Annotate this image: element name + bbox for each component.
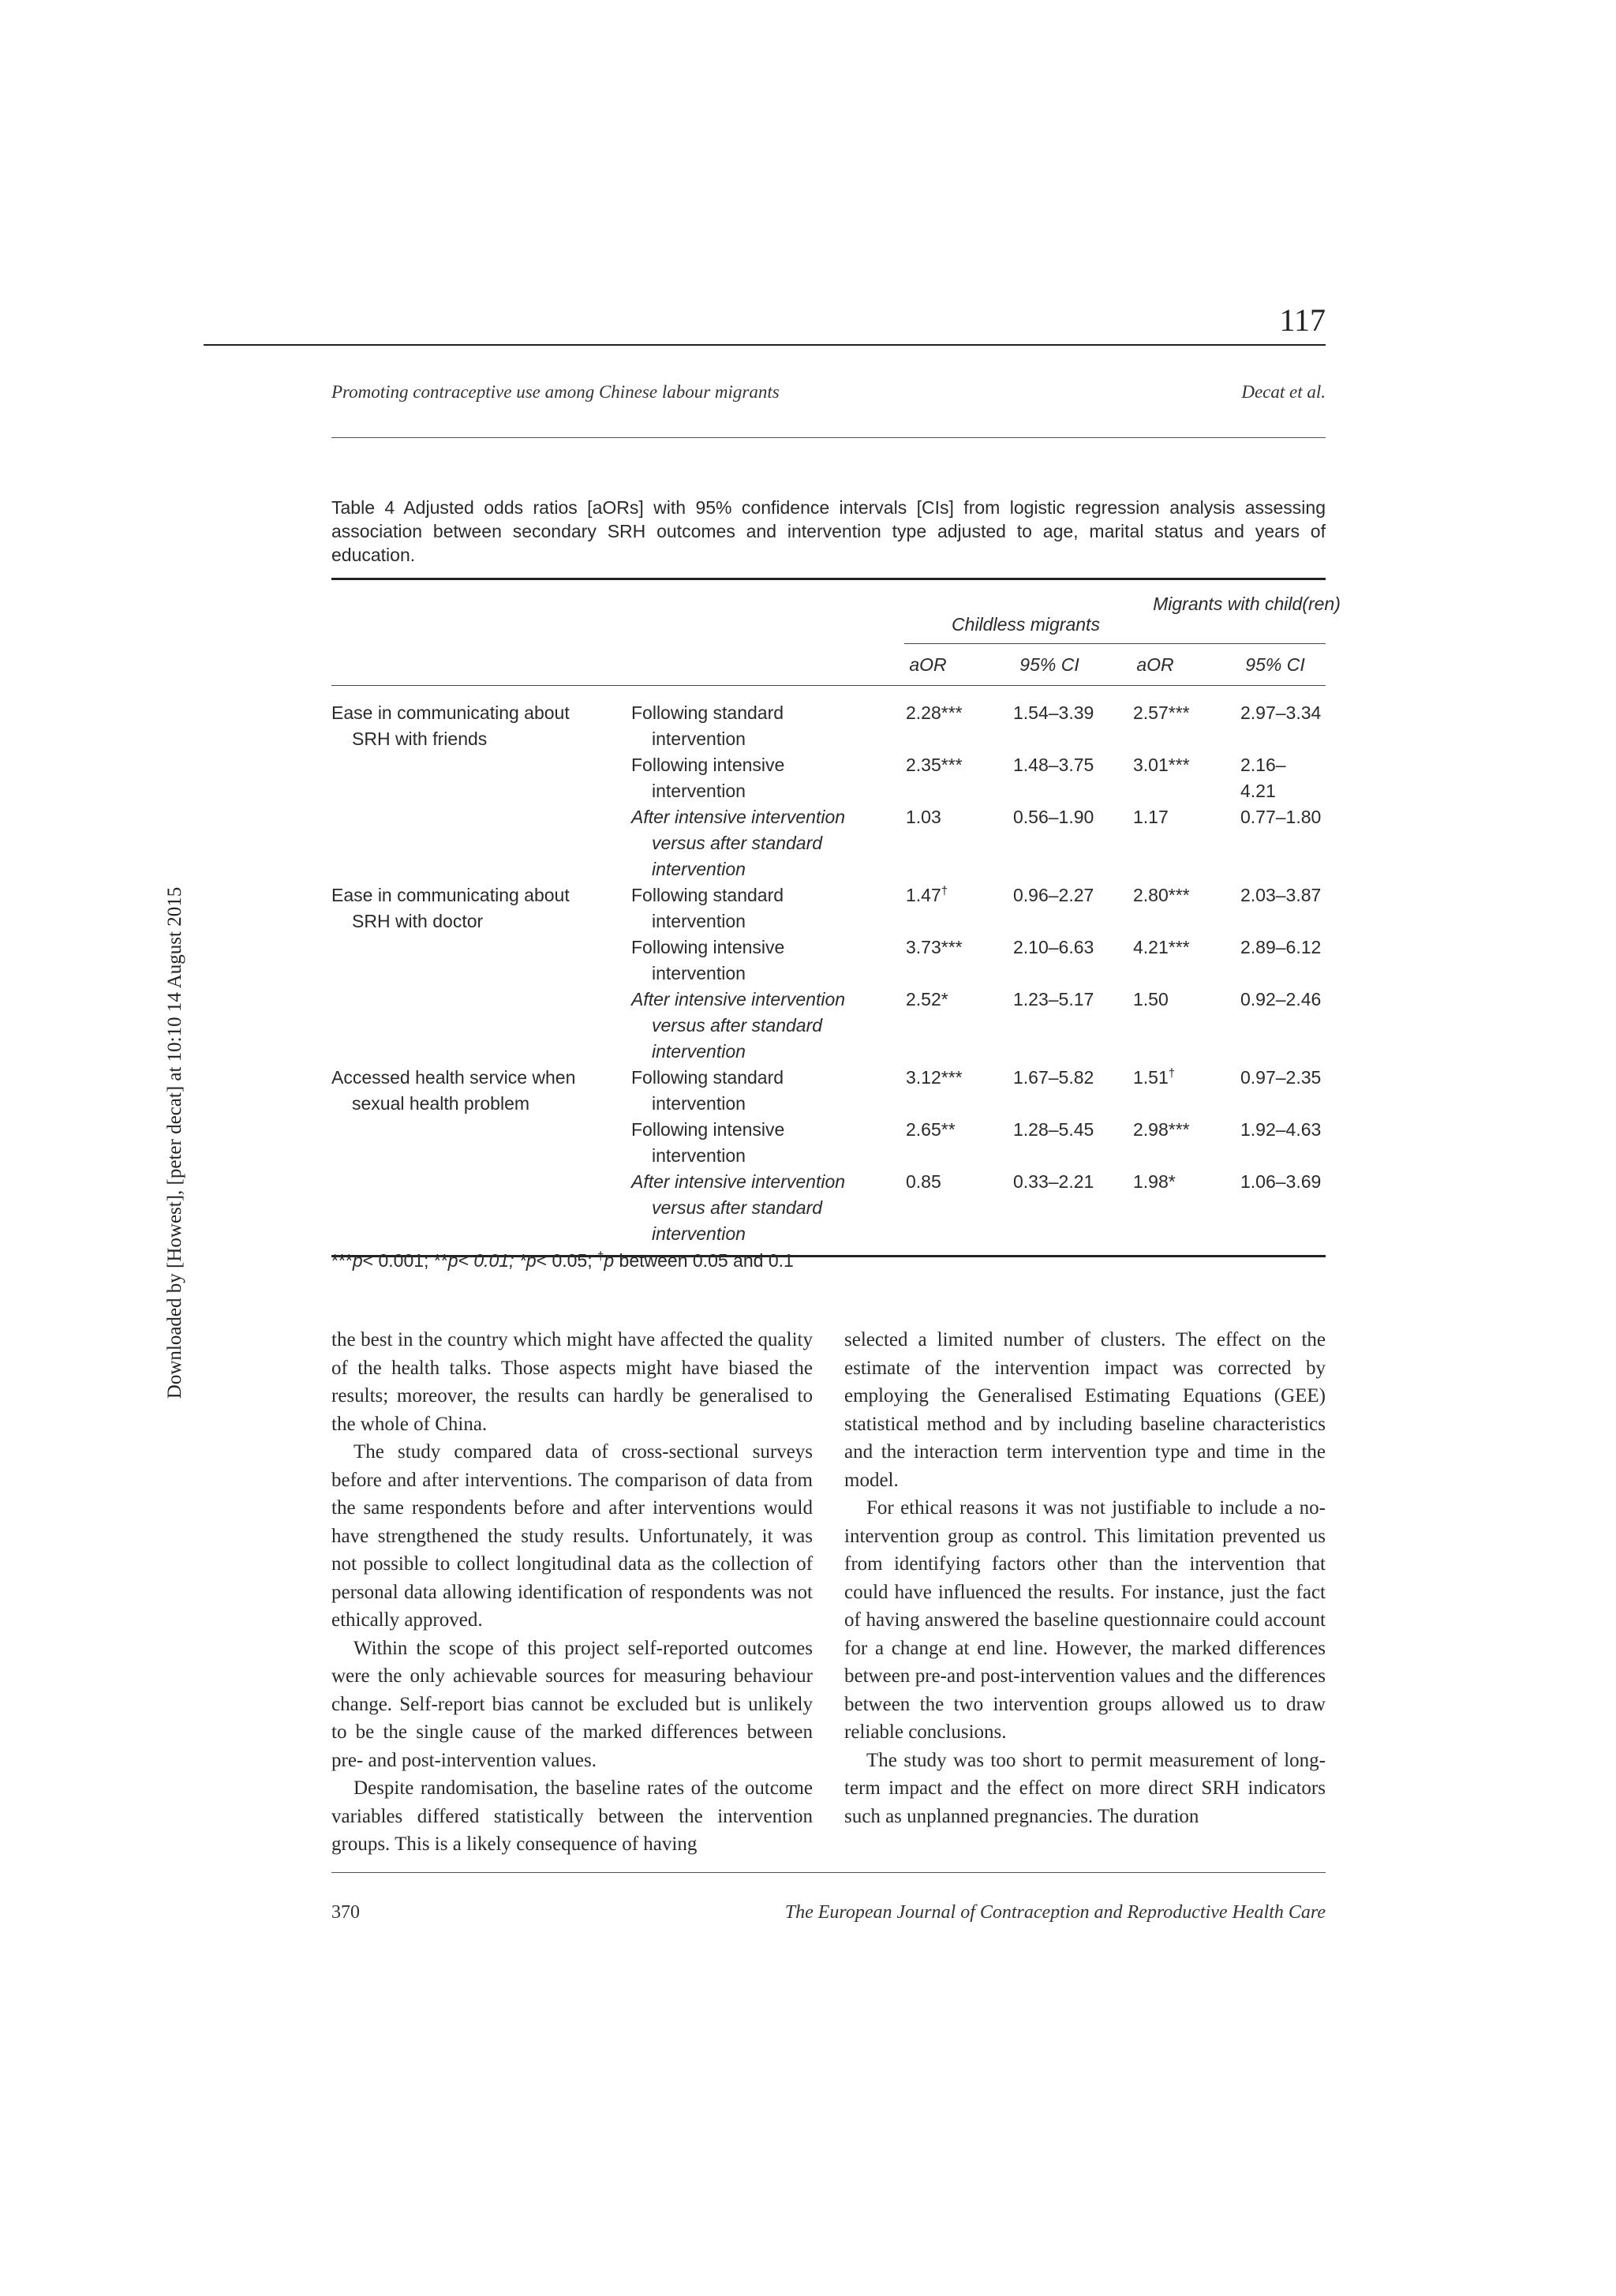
cell-value: 4.21*** <box>1133 937 1190 957</box>
section-label-line: SRH with friends <box>352 729 488 749</box>
row-label <box>631 987 868 1065</box>
cell-value: 3.01*** <box>1133 755 1190 775</box>
running-authors: Decat et al. <box>1241 382 1326 402</box>
cell-ci-with-children <box>1240 987 1321 1013</box>
cell-ci-with-children <box>1240 700 1321 726</box>
column-header-aor: aOR <box>1136 654 1174 675</box>
table-caption-label: Table 4 <box>331 497 395 518</box>
row-label-line: Following intensive <box>631 1119 785 1140</box>
row-label-line: intervention <box>652 1093 746 1114</box>
table-row <box>331 1065 1326 1117</box>
cell-aor-childless <box>906 752 963 778</box>
group-rule <box>904 643 1141 644</box>
cell-value: 2.97–3.34 <box>1240 702 1322 723</box>
cell-ci-with-children <box>1240 1117 1321 1143</box>
group-rule <box>1127 643 1326 644</box>
cell-value: 1.50 <box>1133 989 1169 1009</box>
cell-aor-childless <box>906 1169 941 1195</box>
row-label-line: intervention <box>652 911 746 931</box>
cell-value: 2.28*** <box>906 702 963 723</box>
row-label <box>631 700 868 752</box>
row-label <box>631 1169 868 1247</box>
row-label-line: intervention <box>652 781 746 801</box>
row-label-line: Following standard <box>631 1067 784 1088</box>
row-label-line: intervention <box>652 1041 746 1062</box>
cell-value: 1.28–5.45 <box>1013 1119 1094 1140</box>
row-label <box>631 882 868 935</box>
cell-value: 2.80*** <box>1133 885 1190 905</box>
cell-value: 2.98*** <box>1133 1119 1190 1140</box>
row-label-line: Following standard <box>631 702 784 723</box>
table-row <box>331 804 1326 882</box>
cell-aor-with-children <box>1133 987 1169 1013</box>
footnote-text: p <box>526 1250 537 1271</box>
cell-value: 0.97–2.35 <box>1240 1067 1322 1088</box>
cell-value: 2.35*** <box>906 755 963 775</box>
cell-value: 3.73*** <box>906 937 963 957</box>
cell-value: 2.89–6.12 <box>1240 937 1322 957</box>
cell-aor-with-children <box>1133 752 1190 778</box>
cell-ci-childless <box>1013 935 1094 961</box>
table-footnote <box>331 1250 794 1272</box>
cell-value: 1.47 <box>906 885 941 905</box>
cell-aor-childless <box>906 987 948 1013</box>
cell-value: 1.67–5.82 <box>1013 1067 1094 1088</box>
cell-aor-with-children <box>1133 700 1190 726</box>
cell-aor-with-children <box>1133 882 1190 908</box>
cell-ci-with-children <box>1240 1065 1321 1091</box>
cell-value: 3.12*** <box>906 1067 963 1088</box>
cell-ci-childless <box>1013 1065 1094 1091</box>
cell-ci-with-children <box>1240 882 1321 908</box>
cell-ci-childless <box>1013 804 1094 830</box>
row-label-line: intervention <box>652 1145 746 1166</box>
table-header <box>331 580 1341 686</box>
footnote-dagger: † <box>597 1249 604 1264</box>
cell-value: 2.57*** <box>1133 702 1190 723</box>
paragraph: selected a limited number of clusters. The effect on the estimate of the intervention impact was corrected by employing the Generalised Estimating Equations (GEE) statistical method and by including baseline characteristics and the interaction term intervention type and time in the model. <box>844 1329 1326 1491</box>
section-label-line: SRH with doctor <box>352 911 484 931</box>
cell-aor-with-children <box>1133 1169 1176 1195</box>
paragraph: The study was too short to permit measurement of long-term impact and the effect on more direct SRH indicators such as unplanned pregnancies. The duration <box>844 1749 1326 1827</box>
cell-value: 2.03–3.87 <box>1240 885 1322 905</box>
cell-ci-childless <box>1013 882 1094 908</box>
paragraph: For ethical reasons it was not justifiable to include a no-intervention group as control. This limitation prevented us from identifying factors other than the intervention that could have influenced the results. For instance, just the fact of having answered the baseline questionnaire could account for a change at end line. However, the marked differences between pre-and post-intervention values and the differences between the two intervention groups allowed us to draw reliable conclusions. <box>844 1497 1326 1743</box>
footnote-text: < 0.001; ** <box>362 1250 448 1271</box>
cell-aor-with-children <box>1133 804 1169 830</box>
cell-ci-with-children <box>1240 752 1326 804</box>
cell-value: 2.52* <box>906 989 948 1009</box>
section-label-line: Ease in communicating about <box>331 885 570 905</box>
cell-ci-childless <box>1013 1117 1094 1143</box>
row-label-line: After intensive intervention <box>631 1171 846 1192</box>
cell-value: 1.17 <box>1133 807 1169 827</box>
table-section <box>331 700 1326 882</box>
row-label-line: intervention <box>652 963 746 983</box>
footnote-text: p <box>604 1250 615 1271</box>
paragraph: the best in the country which might have affected the quality of the health talks. Those aspects might have biased the results; moreover, the results can hardly be generalised to the whole of China. <box>331 1329 813 1435</box>
cell-value: 1.06–3.69 <box>1240 1171 1322 1192</box>
section-label-line: sexual health problem <box>352 1093 530 1114</box>
paragraph: Despite randomisation, the baseline rates of the outcome variables differed statistically between the intervention groups. This is a likely consequence of having <box>331 1777 813 1855</box>
cell-value: 0.77–1.80 <box>1240 807 1322 827</box>
cell-dagger: † <box>941 884 948 898</box>
footnote-text: p <box>352 1250 363 1271</box>
group-header-with-children: Migrants with child(ren) <box>1153 594 1341 614</box>
table-row <box>331 987 1326 1065</box>
cell-aor-with-children <box>1133 935 1190 961</box>
cell-aor-childless <box>906 1117 956 1143</box>
cell-value: 0.92–2.46 <box>1240 989 1322 1009</box>
table-caption-text: Adjusted odds ratios [aORs] with 95% confidence intervals [CIs] from logistic regression analysis assessing association between secondary SRH outcomes and intervention type adjusted to age, marital status and years of education. <box>331 497 1326 565</box>
cell-ci-with-children <box>1240 1169 1321 1195</box>
cell-value: 0.56–1.90 <box>1013 807 1094 827</box>
cell-ci-with-children <box>1240 804 1321 830</box>
cell-value: 1.54–3.39 <box>1013 702 1094 723</box>
cell-aor-with-children <box>1133 1065 1175 1091</box>
cell-ci-childless <box>1013 752 1094 778</box>
cell-aor-childless <box>906 935 963 961</box>
cell-value: 1.23–5.17 <box>1013 989 1094 1009</box>
row-label-line: intervention <box>652 1223 746 1244</box>
column-header-ci: 95% CI <box>1019 654 1079 675</box>
table-row <box>331 1169 1326 1247</box>
table-row <box>331 700 1326 752</box>
paragraph: The study compared data of cross-sectional surveys before and after interventions. The comparison of data from the same respondents before and after interventions would have strengthened the study results. Unfortunately, it was not possible to collect longitudinal data as the collection of personal data allowing identification of respondents was not ethically approved. <box>331 1441 813 1631</box>
cell-value: 1.03 <box>906 807 941 827</box>
section-label-line: Accessed health service when <box>331 1067 576 1088</box>
row-label-line: Following intensive <box>631 937 785 957</box>
cell-value: 2.10–6.63 <box>1013 937 1094 957</box>
row-label-line: After intensive intervention <box>631 807 846 827</box>
cell-value: 0.85 <box>906 1171 941 1192</box>
footnote-text: between 0.05 and 0.1 <box>614 1250 794 1271</box>
cell-aor-childless <box>906 804 941 830</box>
table-body <box>331 686 1326 1255</box>
row-label-line: intervention <box>652 729 746 749</box>
table-caption <box>331 496 1326 567</box>
row-label-line: versus after standard <box>652 1015 823 1036</box>
group-header-childless: Childless migrants <box>952 614 1100 635</box>
table-section <box>331 1065 1326 1247</box>
row-label <box>631 1065 868 1117</box>
row-label-line: intervention <box>652 859 746 879</box>
cell-dagger: † <box>1168 1066 1176 1081</box>
cell-value: 1.98* <box>1133 1171 1176 1192</box>
row-label-line: versus after standard <box>652 833 823 853</box>
results-table <box>331 578 1341 1257</box>
cell-ci-with-children <box>1240 935 1321 961</box>
cell-value: 2.65** <box>906 1119 956 1140</box>
footer-page-number: 370 <box>331 1902 360 1923</box>
cell-value: 2.16– 4.21 <box>1240 755 1286 801</box>
page-number: 117 <box>1279 302 1326 338</box>
row-label <box>631 935 868 987</box>
row-label <box>631 804 868 882</box>
cell-value: 0.96–2.27 <box>1013 885 1094 905</box>
footer-rule <box>331 1872 1326 1873</box>
table-row <box>331 935 1326 987</box>
cell-aor-childless <box>906 1065 963 1091</box>
row-label <box>631 752 868 804</box>
paragraph: Within the scope of this project self-reported outcomes were the only achievable sources for measuring behaviour change. Self-report bias cannot be excluded but is unlikely to be the single cause of the marked differences between pre- and post-intervention values. <box>331 1637 813 1771</box>
row-label-line: After intensive intervention <box>631 989 846 1009</box>
cell-aor-childless <box>906 882 948 908</box>
row-label <box>631 1117 868 1169</box>
cell-aor-with-children <box>1133 1117 1190 1143</box>
column-header-aor: aOR <box>909 654 947 675</box>
cell-value: 1.51 <box>1133 1067 1169 1088</box>
row-label-line: versus after standard <box>652 1197 823 1218</box>
table-row <box>331 752 1326 804</box>
top-rule <box>204 344 1326 346</box>
footnote-text: *** <box>331 1250 353 1271</box>
footnote-text: p <box>447 1250 458 1271</box>
column-header-ci: 95% CI <box>1245 654 1305 675</box>
cell-value: 1.92–4.63 <box>1240 1119 1322 1140</box>
cell-ci-childless <box>1013 987 1094 1013</box>
table-row <box>331 882 1326 935</box>
cell-aor-childless <box>906 700 963 726</box>
header-rule <box>331 437 1326 438</box>
cell-ci-childless <box>1013 1169 1094 1195</box>
table-section <box>331 882 1326 1065</box>
cell-ci-childless <box>1013 700 1094 726</box>
cell-value: 1.48–3.75 <box>1013 755 1094 775</box>
row-label-line: Following standard <box>631 885 784 905</box>
row-label-line: Following intensive <box>631 755 785 775</box>
running-title: Promoting contraceptive use among Chinese labour migrants <box>331 382 780 402</box>
section-label-line: Ease in communicating about <box>331 702 570 723</box>
footnote-text: < 0.01; * <box>458 1250 526 1271</box>
body-column-right <box>844 1326 1326 1830</box>
footer-journal-title: The European Journal of Contraception and Reproductive Health Care <box>784 1902 1326 1923</box>
table-row <box>331 1117 1326 1169</box>
download-note: Downloaded by [Howest], [peter decat] at 10:10 14 August 2015 <box>164 886 185 1399</box>
footnote-text: < 0.05; <box>536 1250 598 1271</box>
body-column-left <box>331 1326 813 1859</box>
cell-value: 0.33–2.21 <box>1013 1171 1094 1192</box>
